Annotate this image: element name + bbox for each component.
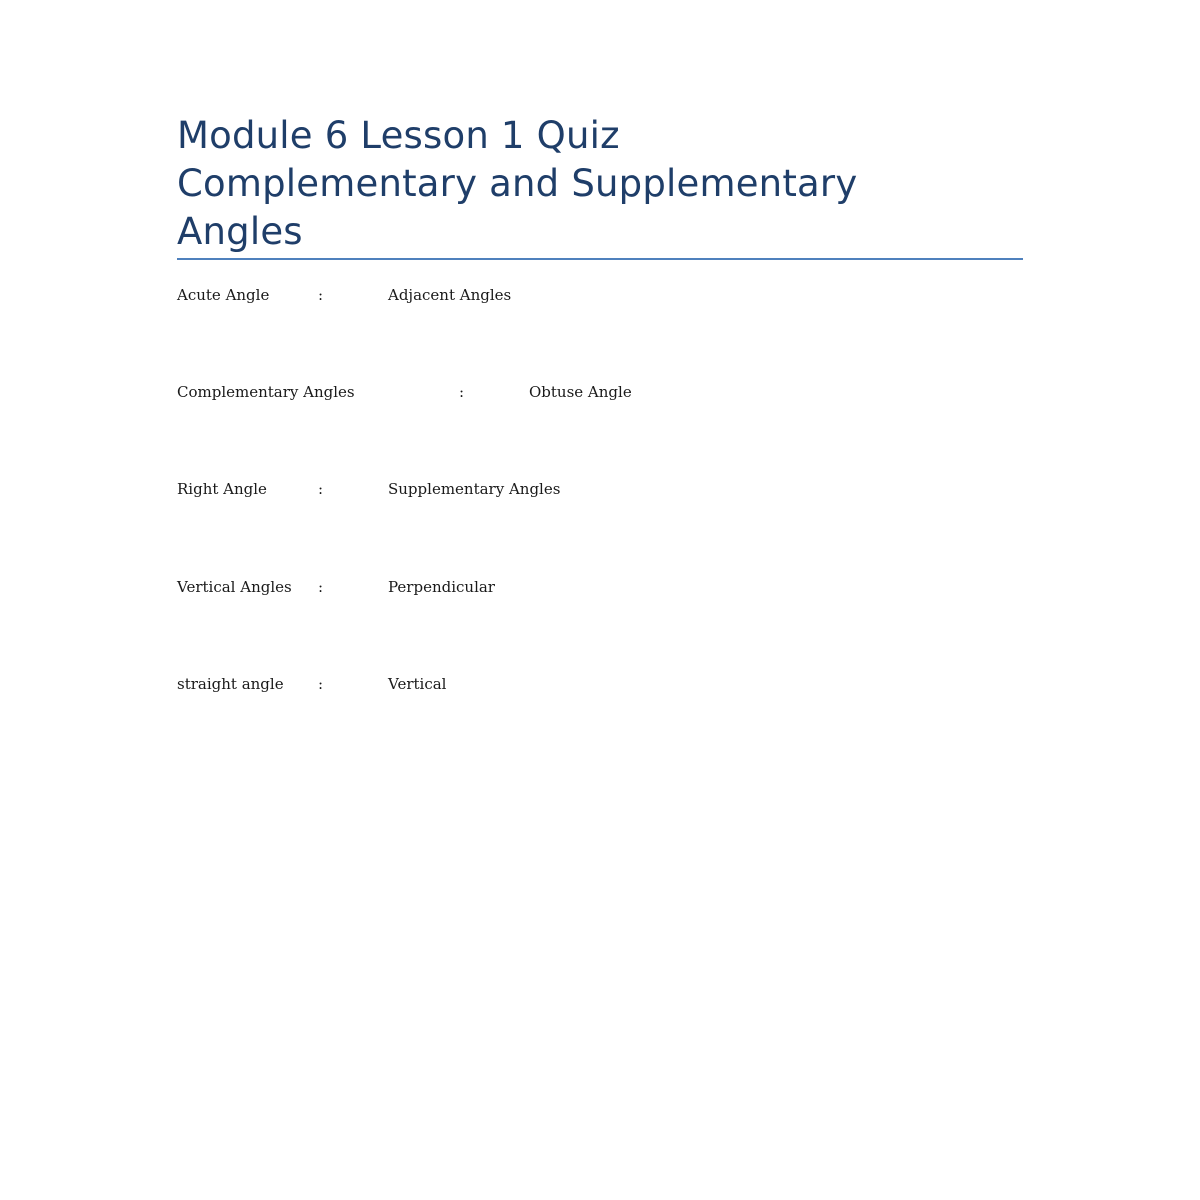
quiz-answer: Adjacent Angles (388, 286, 512, 304)
quiz-answer: Vertical (388, 675, 447, 693)
quiz-term: straight angle (177, 675, 284, 693)
page-title (177, 112, 1023, 256)
quiz-term: Complementary Angles (177, 383, 355, 401)
title-line-1: Module 6 Lesson 1 Quiz (177, 114, 620, 157)
quiz-separator: : (318, 578, 324, 596)
quiz-answer: Obtuse Angle (529, 383, 632, 401)
quiz-separator: : (459, 383, 465, 401)
quiz-separator: : (318, 480, 324, 498)
quiz-separator: : (318, 286, 324, 304)
quiz-answer: Supplementary Angles (388, 480, 561, 498)
title-line-3: Angles (177, 210, 303, 253)
title-underline (177, 258, 1023, 260)
quiz-separator: : (318, 675, 324, 693)
title-line-2: Complementary and Supplementary (177, 162, 858, 205)
quiz-answer: Perpendicular (388, 578, 495, 596)
quiz-term: Right Angle (177, 480, 267, 498)
quiz-term: Acute Angle (177, 286, 270, 304)
quiz-term: Vertical Angles (177, 578, 292, 596)
